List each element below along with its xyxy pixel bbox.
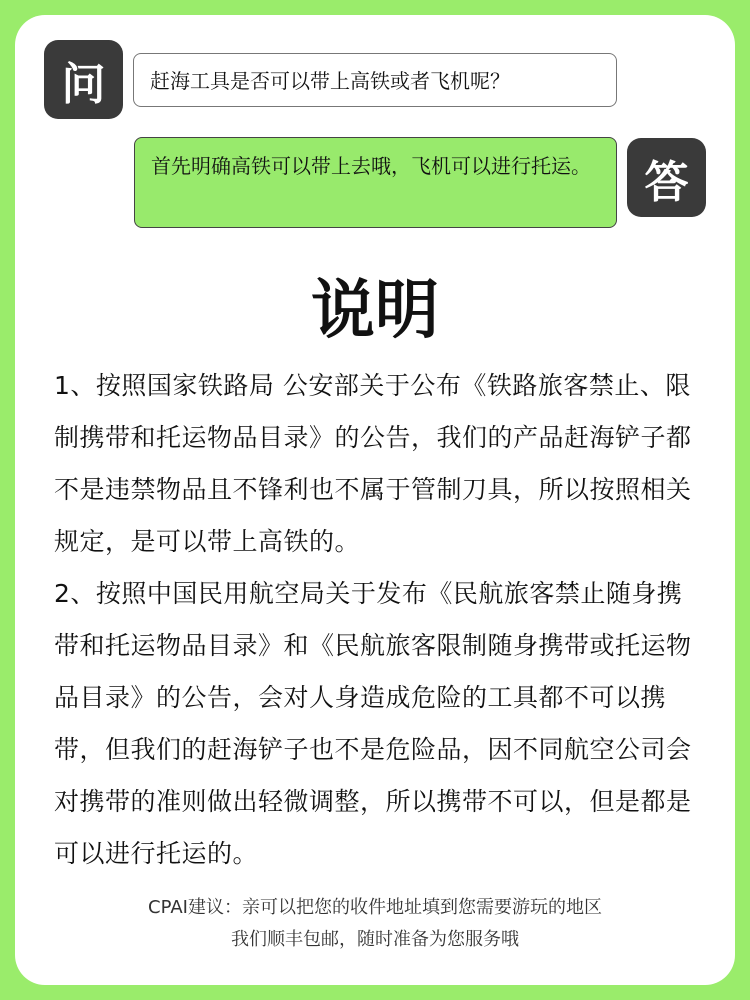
section-title: 说明 (311, 274, 439, 348)
footer-line-2: 我们顺丰包邮，随时准备为您服务哦 (231, 929, 519, 950)
footer-line-1: CPAI建议：亲可以把您的收件地址填到您需要游玩的地区 (148, 897, 602, 918)
answer-bubble: 首先明确高铁可以带上去哦，飞机可以进行托运。 (134, 137, 617, 228)
explanation-body (54, 360, 702, 880)
question-bubble: 赶海工具是否可以带上高铁或者飞机呢？ (133, 53, 617, 107)
explanation-paragraph-2: 2、按照中国民用航空局关于发布《民航旅客禁止随身携带和托运物品目录》和《民航旅客限制随身携带或托运物品目录》的公告，会对人身造成危险的工具都不可以携带，但我们的赶海铲子也不是危险品，因不同航空公司会对携带的准则做出轻微调整，所以携带不可以，但是都是可以进行托运的。 (54, 579, 692, 868)
question-badge: 问 (44, 40, 123, 119)
answer-badge: 答 (627, 138, 706, 217)
explanation-paragraph-1: 1、按照国家铁路局 公安部关于公布《铁路旅客禁止、限制携带和托运物品目录》的公告，我们的产品赶海铲子都不是违禁物品且不锋利也不属于管制刀具，所以按照相关规定，是可以带上高铁的。 (54, 371, 692, 556)
footer-note (0, 892, 750, 956)
